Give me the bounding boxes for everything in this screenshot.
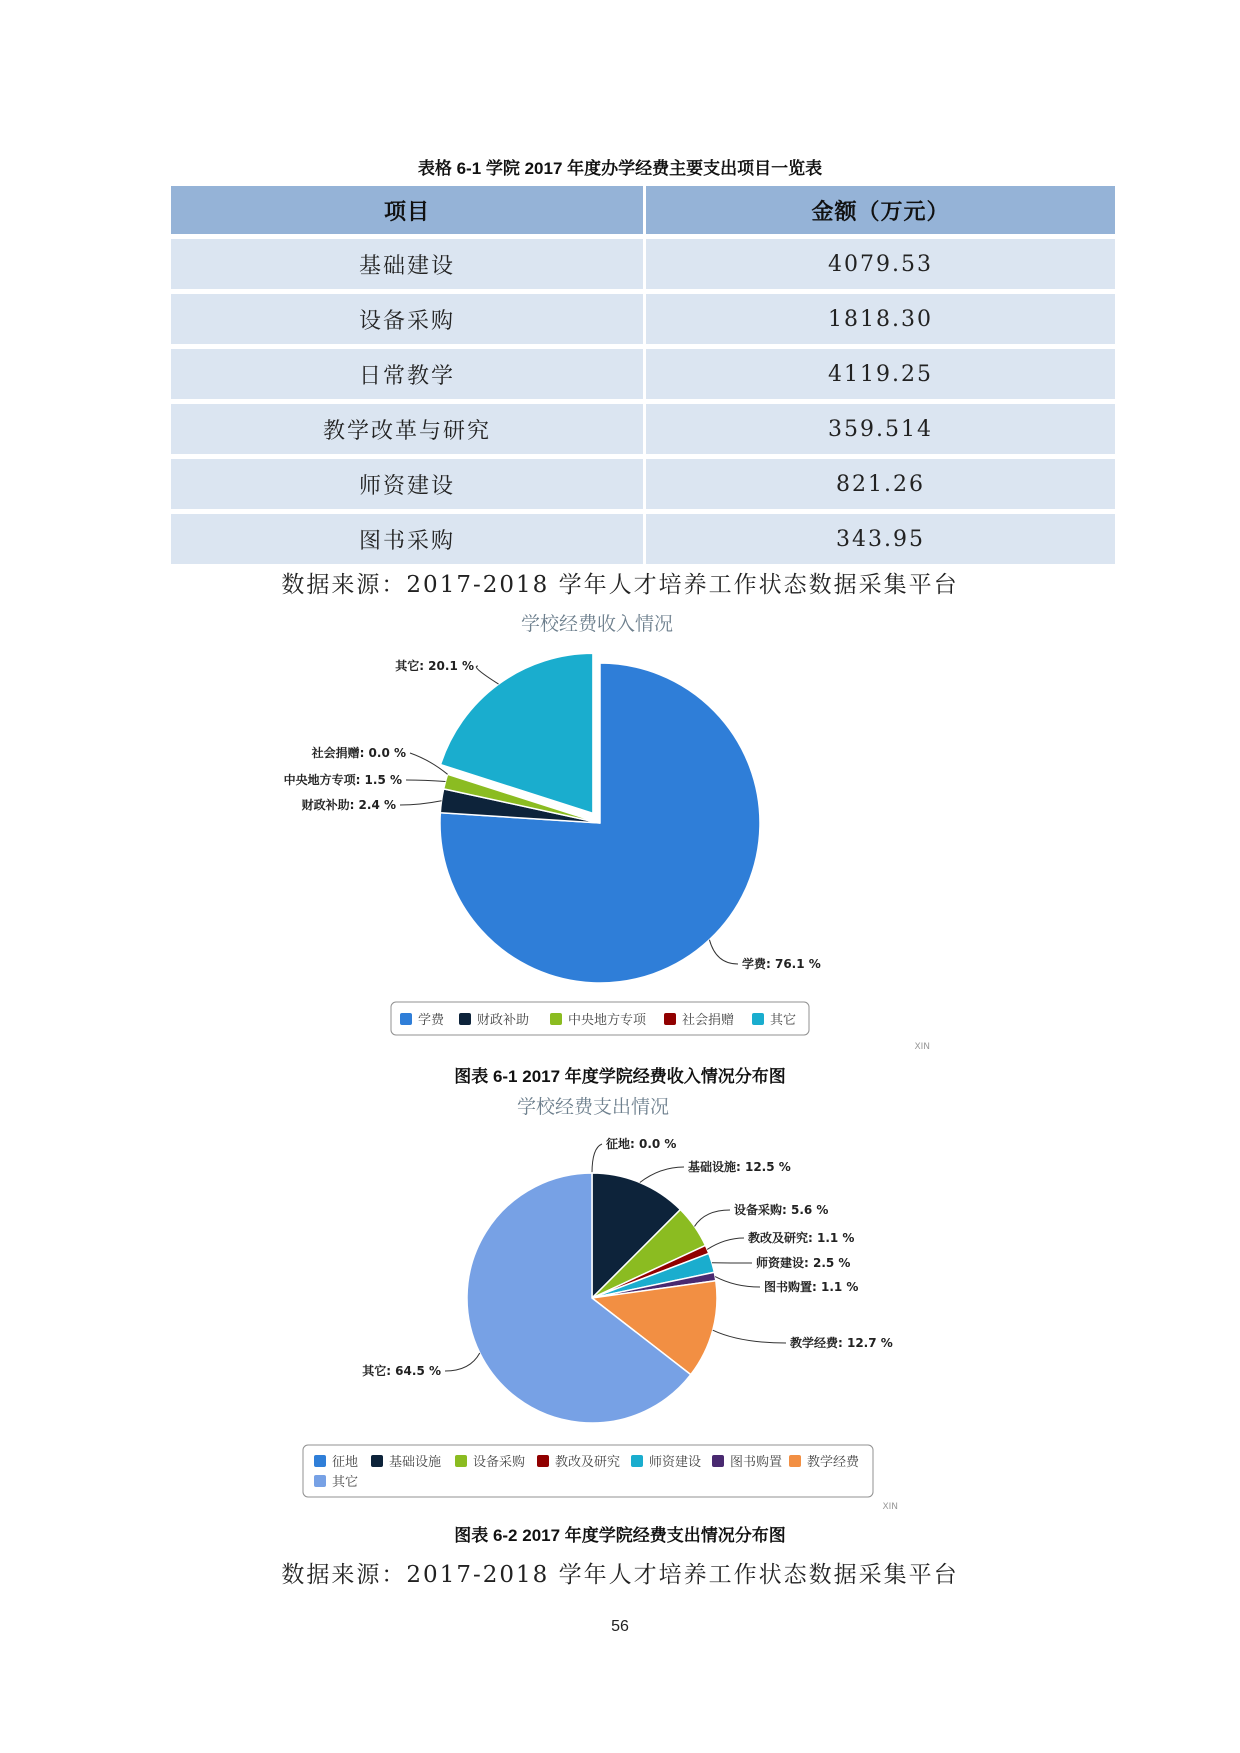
- table-row: [171, 239, 1115, 289]
- legend-item: 学费: [418, 1013, 445, 1028]
- cell-item: 图书采购: [171, 514, 643, 564]
- leader-line: [445, 1353, 480, 1371]
- cell-amount: 359.514: [643, 404, 1115, 454]
- leader-line: [476, 666, 498, 684]
- legend-item: 征地: [332, 1455, 359, 1470]
- header-amount: 金额（万元）: [643, 186, 1115, 234]
- data-label: 其它: 64.5 %: [362, 1364, 441, 1378]
- cell-amount: 4079.53: [643, 239, 1115, 289]
- legend-swatch: [550, 1013, 562, 1025]
- leader-line: [713, 1330, 786, 1343]
- watermark: XIN: [882, 1502, 898, 1512]
- legend-swatch: [371, 1455, 383, 1467]
- legend-swatch: [459, 1013, 471, 1025]
- legend-item: 中央地方专项: [568, 1013, 647, 1028]
- figure2-caption: 图表 6-2 2017 年度学院经费支出情况分布图: [454, 1526, 786, 1545]
- table-row: [171, 404, 1115, 454]
- source-note: 数据来源：2017-2018 学年人才培养工作状态数据采集平台: [281, 1562, 959, 1588]
- leader-line: [400, 801, 442, 805]
- legend-item: 教改及研究: [555, 1455, 621, 1470]
- expense-table: [171, 181, 1115, 569]
- legend-swatch: [314, 1455, 326, 1467]
- cell-amount: 4119.25: [643, 349, 1115, 399]
- cell-item: 教学改革与研究: [171, 404, 643, 454]
- legend-item: 基础设施: [389, 1455, 442, 1470]
- data-label: 学费: 76.1 %: [742, 957, 821, 971]
- data-label: 教改及研究: 1.1 %: [748, 1231, 855, 1245]
- data-label: 中央地方专项: 1.5 %: [283, 773, 402, 787]
- cell-amount: 343.95: [643, 514, 1115, 564]
- page-number: 56: [611, 1618, 629, 1635]
- legend-item: 其它: [770, 1013, 797, 1028]
- header-item: 项目: [171, 186, 643, 234]
- data-label: 社会捐赠: 0.0 %: [311, 746, 406, 760]
- data-label: 设备采购: 5.6 %: [734, 1203, 829, 1217]
- leader-line: [715, 1277, 760, 1287]
- leader-line: [640, 1167, 684, 1183]
- cell-item: 基础建设: [171, 239, 643, 289]
- data-label: 师资建设: 2.5 %: [756, 1256, 851, 1270]
- cell-amount: 821.26: [643, 459, 1115, 509]
- cell-item: 师资建设: [171, 459, 643, 509]
- source-note: 数据来源：2017-2018 学年人才培养工作状态数据采集平台: [281, 572, 959, 598]
- data-label: 财政补助: 2.4 %: [301, 798, 396, 812]
- legend-item: 财政补助: [477, 1013, 530, 1028]
- table-row: [171, 349, 1115, 399]
- legend-swatch: [314, 1475, 326, 1487]
- cell-amount: 1818.30: [643, 294, 1115, 344]
- legend-swatch: [664, 1013, 676, 1025]
- legend-box: [303, 1445, 873, 1497]
- expense-pie-chart: [0, 1093, 1240, 1513]
- data-label: 图书购置: 1.1 %: [764, 1280, 859, 1294]
- table-row: [171, 459, 1115, 509]
- leader-line: [694, 1210, 730, 1226]
- table-row: [171, 514, 1115, 564]
- legend-swatch: [400, 1013, 412, 1025]
- legend-item: 其它: [332, 1475, 359, 1490]
- data-label: 教学经费: 12.7 %: [790, 1336, 893, 1350]
- watermark: XIN: [914, 1042, 930, 1052]
- chart-title: 学校经费收入情况: [520, 613, 674, 635]
- legend-swatch: [789, 1455, 801, 1467]
- legend-swatch: [631, 1455, 643, 1467]
- leader-line: [592, 1144, 602, 1173]
- cell-item: 设备采购: [171, 294, 643, 344]
- data-label: 基础设施: 12.5 %: [688, 1160, 791, 1174]
- figure1-caption: 图表 6-1 2017 年度学院经费收入情况分布图: [454, 1067, 786, 1086]
- data-label: 其它: 20.1 %: [395, 659, 474, 673]
- table-caption: 表格 6-1 学院 2017 年度办学经费主要支出项目一览表: [417, 159, 823, 178]
- legend-item: 图书购置: [730, 1455, 783, 1470]
- leader-line: [709, 940, 738, 964]
- legend-swatch: [537, 1455, 549, 1467]
- table-header-row: [171, 186, 1115, 234]
- leader-line: [707, 1238, 744, 1249]
- data-label: 征地: 0.0 %: [606, 1137, 677, 1151]
- income-pie-chart: [0, 600, 1240, 1062]
- chart-title: 学校经费支出情况: [516, 1096, 670, 1118]
- legend-swatch: [712, 1455, 724, 1467]
- legend-item: 教学经费: [807, 1455, 860, 1470]
- legend-item: 社会捐赠: [682, 1013, 735, 1028]
- legend-item: 师资建设: [649, 1455, 702, 1470]
- cell-item: 日常教学: [171, 349, 643, 399]
- table-row: [171, 294, 1115, 344]
- legend-swatch: [455, 1455, 467, 1467]
- leader-line: [406, 780, 445, 782]
- legend-swatch: [752, 1013, 764, 1025]
- legend-item: 设备采购: [473, 1455, 526, 1470]
